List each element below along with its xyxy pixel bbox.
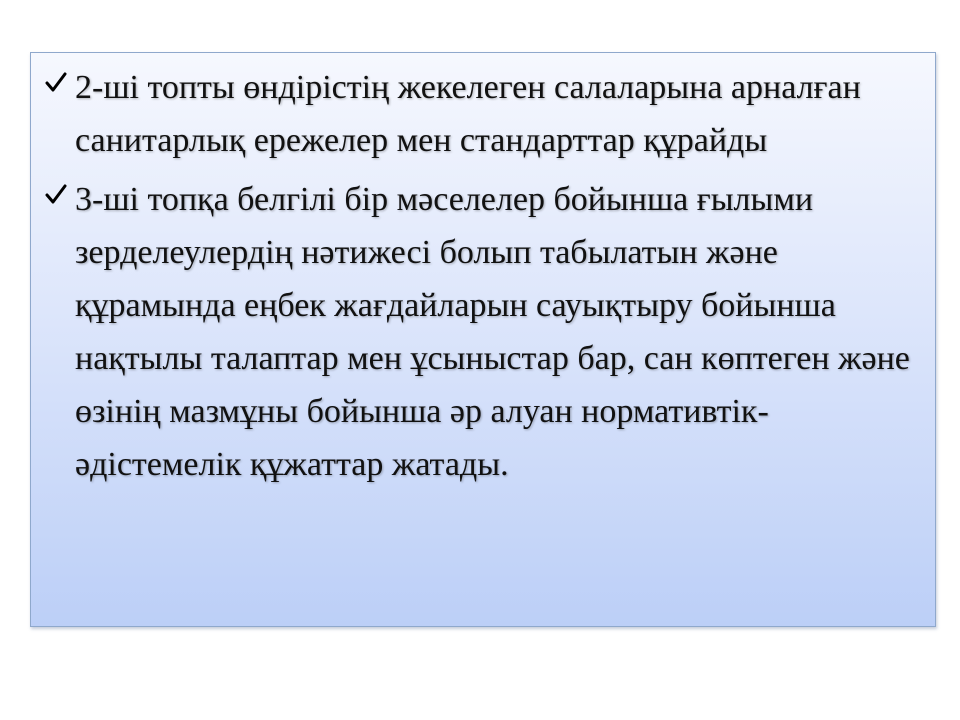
content-text-box [30, 52, 936, 627]
bullet-item-2 [45, 173, 915, 491]
checkmark-icon [45, 183, 67, 205]
bullet-item-1 [45, 61, 915, 167]
checkmark-icon [45, 71, 67, 93]
bullet-list [31, 53, 935, 491]
bullet-text-1: 2-ші топты өндірістің жекелеген салаларына арналған санитарлық ережелер мен стандарттар құрайды [75, 69, 861, 159]
bullet-text-2: 3-ші топқа белгілі бір мәселелер бойынша ғылыми зерделеулердің нәтижесі болып табылатын және құрамында еңбек жағдайларын сауықтыру бойынша нақтылы талаптар мен ұсыныстар бар, сан көптеген және өзінің мазмұны бойынша әр алуан нормативтік-әдістемелік құжаттар жатады. [75, 181, 910, 483]
